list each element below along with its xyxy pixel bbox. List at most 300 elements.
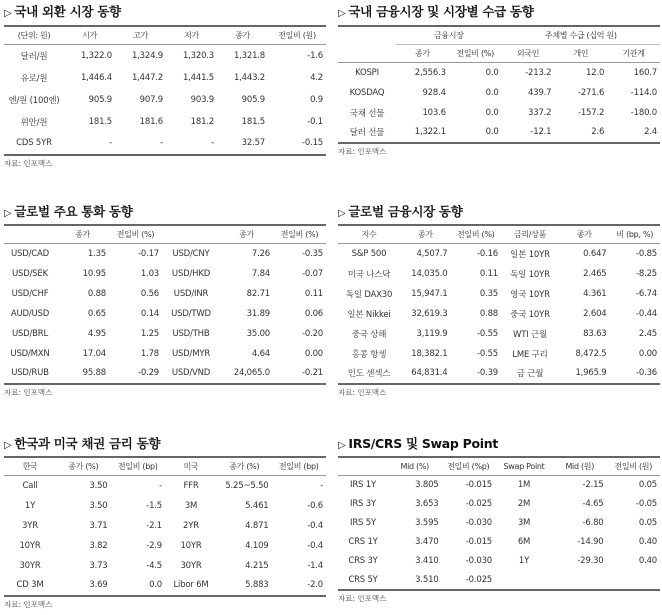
table-row [338,571,660,590]
table-row [4,244,326,264]
table-cell: -2.15 [582,480,604,491]
table-cell: 0.40 [638,556,657,566]
table-cell: 0.11 [304,288,323,299]
table-row [338,63,660,83]
table-row [4,344,326,364]
col-header: 전일비 (%) [449,45,502,63]
col-header: 종가 [396,45,449,63]
table-cell: -213.2 [525,67,552,78]
table-cell: 439.7 [528,87,552,98]
table-row [338,364,660,384]
row-label: USD/VND [162,364,220,384]
row-label: 1Y [24,500,36,511]
row-label: 미국 나스닥 [347,269,391,280]
source-note: 자료: 인포맥스 [338,387,387,397]
row-label: 일본 Nikkei [347,309,391,320]
table-cell: 95.88 [56,364,109,384]
row-label: CRS 1Y [348,537,378,547]
source-note: 자료: 인포맥스 [338,593,387,603]
col-header: 개인 [554,45,607,63]
row-label: 금 근월 [501,364,559,384]
table-cell: 5.461 [245,500,269,511]
fx-market-panel [4,2,326,170]
row-label: 위안/원 [20,117,48,128]
table-row [338,244,660,264]
table-cell: -0.36 [610,364,661,384]
table-row [4,496,326,516]
irs-crs-table [338,456,660,591]
row-label: IRS 5Y [350,518,376,528]
table-cell: -0.17 [138,248,159,259]
col-header: 전일비 (원) [268,26,326,45]
table-row [4,133,326,155]
table-cell: 12.0 [586,67,605,78]
table-cell: 337.2 [528,107,552,118]
table-cell: -0.35 [302,248,323,259]
table-cell: 907.9 [139,94,163,105]
table-cell: 3.410 [415,556,439,566]
panel-title: ▷ 글로벌 금융시장 동향 [338,202,660,222]
table-cell: -0.025 [465,499,492,509]
table-cell: 2.465 [583,268,607,279]
col-header: 지수 [338,225,400,244]
table-cell: -0.030 [465,556,492,566]
table-cell: 0.647 [583,248,607,259]
col-header: 종가 (%) [56,457,111,476]
table-cell: 1.03 [140,268,159,279]
panel-title: ▷ 국내 외환 시장 동향 [4,2,326,22]
table-row [4,67,326,89]
global-currency-panel [4,202,326,399]
fx-market-table [4,25,326,156]
col-header: 전일비 (%) [109,225,162,244]
row-label: 인도 센섹스 [338,364,400,384]
global-financial-table [338,224,660,385]
table-cell: 1.78 [140,348,159,359]
table-cell: 18,382.1 [411,348,448,359]
row-label: 국채 선물 [349,108,385,119]
table-cell: - [159,480,162,491]
table-cell: 0.06 [304,308,323,319]
table-row [338,123,660,143]
table-cell: 14,035.0 [411,268,448,279]
table-cell: 0.0 [111,576,166,596]
table-cell: 0.65 [87,308,106,319]
table-cell: 3.50 [89,480,108,491]
table-cell: 1,320.3 [182,50,214,61]
table-cell: -1.6 [307,50,323,61]
table-row [338,514,660,533]
table-cell: 905.9 [241,94,265,105]
table-cell: 7.84 [251,268,270,279]
global-financial-panel [338,202,660,399]
source-note: 자료: 인포맥스 [4,158,53,168]
row-label: WTI 근월 [512,329,548,340]
table-cell: -2.0 [272,576,327,596]
row-label: KOSPI [355,67,379,78]
table-cell: 5.25~5.50 [225,480,269,491]
table-cell: -4.65 [582,499,604,509]
table-cell: -114.0 [630,87,657,98]
table-cell: - [115,133,166,155]
row-label: 2YR [183,520,199,531]
table-cell: 181.6 [139,116,163,127]
table-row [4,556,326,576]
table-row [338,533,660,552]
table-cell: 3.805 [415,480,439,491]
table-row [338,103,660,123]
row-label: 1Y [518,556,530,566]
col-header: Mid (%) [388,457,442,476]
source-note: 자료: 인포맥스 [4,599,53,609]
row-label: CRS 5Y [338,571,388,590]
col-header: 전일비 (bp) [272,457,327,476]
table-cell: 0.35 [479,288,498,299]
row-label: 6M [517,537,531,547]
table-cell: -0.55 [477,348,498,359]
col-header: 시가 [64,26,115,45]
table-cell: -0.4 [307,540,323,551]
table-row [4,324,326,344]
table-cell: 8,472.5 [575,348,607,359]
table-cell: 2.4 [607,123,660,143]
table-cell: 1,446.4 [80,72,112,83]
table-cell: -0.07 [302,268,323,279]
row-label: USD/BRL [11,328,49,339]
table-cell: -14.90 [577,537,604,547]
table-cell: 10.95 [82,268,106,279]
table-cell: 3.50 [89,500,108,511]
panel-title: ▷ 글로벌 주요 통화 동향 [4,202,326,222]
table-cell: -2.9 [146,540,162,551]
table-cell: 181.5 [241,116,265,127]
table-cell: 0.9 [310,94,323,105]
table-cell: 0.88 [479,308,498,319]
table-cell: 4.361 [583,288,607,299]
col-header: 전일비 (%) [273,225,326,244]
table-cell: 17.04 [82,348,106,359]
col-header: 기관계 [607,45,660,63]
table-row [4,89,326,111]
table-cell [553,571,607,590]
table-cell: 0.05 [638,480,657,491]
table-row [4,476,326,496]
row-label: 10YR [180,540,202,551]
table-cell: 1,322.0 [80,50,112,61]
table-cell: 35.00 [246,328,270,339]
col-header: 전일비 (원) [607,457,661,476]
table-row [338,344,660,364]
col-header: 종가 [220,225,273,244]
table-cell: 3.71 [89,520,108,531]
table-cell: 5.883 [217,576,272,596]
table-row [338,304,660,324]
row-label: 3M [517,518,531,528]
table-cell: 4.215 [245,560,269,571]
table-cell: -0.030 [465,518,492,528]
row-label: 일본 10YR [510,249,550,260]
triangle-icon: ▷ [4,8,12,19]
col-header: 외국인 [502,45,555,63]
row-label [495,571,553,590]
table-cell: 1.25 [140,328,159,339]
table-cell: 32.57 [217,133,268,155]
table-cell: 31.89 [246,308,270,319]
col-header [338,45,396,63]
col-header: 금리/상품 [501,225,559,244]
row-label: USD/RUB [4,364,56,384]
table-cell: -0.85 [636,248,657,259]
col-header: 전일비 (%p) [442,457,496,476]
table-cell: -271.6 [577,87,605,98]
table-cell: 905.9 [88,94,112,105]
table-cell: 24,065.0 [220,364,273,384]
triangle-icon: ▷ [4,208,12,219]
table-cell: 0.11 [479,268,498,279]
table-cell: -0.21 [273,364,326,384]
row-label: 3M [184,500,198,511]
row-label: 독일 DAX30 [345,289,393,300]
table-row [338,284,660,304]
table-cell: -0.55 [477,328,498,339]
table-cell: 160.7 [633,67,657,78]
row-label: USD/TWD [171,308,211,319]
row-label: FFR [183,480,199,491]
irs-crs-panel [338,434,660,605]
table-cell: -0.4 [307,520,323,531]
table-cell: 3.82 [89,540,108,551]
table-row [4,111,326,133]
row-label: 엔/원 (100엔) [8,95,60,106]
row-label: IRS 1Y [350,480,376,491]
table-row [4,264,326,284]
table-cell: -180.0 [630,107,657,118]
table-cell: -0.15 [268,133,326,155]
table-cell: -0.16 [477,248,498,259]
table-cell: 0.0 [449,123,502,143]
row-label: CDS 5YR [4,133,64,155]
table-cell: 103.6 [422,107,446,118]
col-header: Mid (원) [553,457,607,476]
row-label: 홍콩 항셍 [351,349,387,360]
table-cell: 4.871 [245,520,269,531]
table-cell: 2.6 [554,123,607,143]
col-header: 종가 [400,225,451,244]
table-cell: -0.1 [307,116,323,127]
table-cell: -0.025 [442,571,496,590]
row-label: Call [22,480,38,491]
group-header: 금융시장 [396,26,502,45]
col-header [338,457,388,476]
table-cell: -157.2 [577,107,605,118]
table-cell: 0.88 [87,288,106,299]
row-label: USD/INR [173,288,209,299]
row-label: 달러/원 [20,51,48,62]
table-cell: 1,324.9 [131,50,163,61]
row-label: 달러 선물 [338,123,396,143]
table-cell: 2.604 [583,308,607,319]
row-label: USD/THB [172,328,210,339]
row-label: USD/SEK [12,268,48,279]
table-cell: 0.0 [485,67,499,78]
panel-title: ▷ 국내 금융시장 및 시장별 수급 동향 [338,2,660,22]
table-row [338,476,660,495]
table-cell: 15,947.1 [411,288,448,299]
table-cell: -6.74 [636,288,657,299]
col-header [4,225,56,244]
bond-rate-panel [4,434,326,611]
row-label: USD/CAD [11,248,49,259]
table-cell: 181.2 [190,116,214,127]
col-header [162,225,220,244]
group-header: 주체별 수급 (십억 원) [502,26,660,45]
domestic-financial-table [338,25,660,144]
triangle-icon: ▷ [338,208,346,219]
table-cell: 3.69 [56,576,111,596]
row-label: 독일 10YR [510,269,550,280]
row-label: 영국 10YR [510,289,550,300]
row-label: 3YR [22,520,38,531]
col-header: 종가 [559,225,610,244]
table-cell: -0.29 [109,364,162,384]
row-label: KOSDAQ [349,87,385,98]
row-label: AUD/USD [10,308,50,319]
table-cell: -4.5 [146,560,162,571]
table-row [338,495,660,514]
row-label: USD/MYR [171,348,211,359]
col-header: 저가 [166,26,217,45]
col-header: 전일비 (%) [451,225,502,244]
col-header: 전일비 (bp) [111,457,166,476]
table-cell: 1,321.8 [233,50,265,61]
table-cell: -29.30 [577,556,604,566]
table-cell: 1,322.1 [396,123,449,143]
panel-title: ▷ 한국과 미국 채권 금리 동향 [4,434,326,454]
table-row [4,45,326,67]
table-cell: 3.653 [415,499,439,509]
table-cell: 4.2 [310,72,323,83]
row-label: S&P 500 [351,248,387,259]
table-cell: 1,447.2 [131,72,163,83]
col-header: 고가 [115,26,166,45]
table-cell: 0.00 [304,348,323,359]
row-label: 10YR [19,540,41,551]
row-label: 2M [517,499,531,509]
table-cell: 2.45 [638,328,657,339]
global-currency-table [4,224,326,385]
table-cell: -1.4 [307,560,323,571]
table-cell: -1.5 [146,500,162,511]
table-cell: -0.39 [451,364,502,384]
table-cell: -0.20 [302,328,323,339]
table-cell: 4.95 [87,328,106,339]
table-row [4,536,326,556]
col-header: 종가 (%) [217,457,272,476]
col-header: 미국 [165,457,217,476]
table-cell: 0.56 [140,288,159,299]
table-cell [607,571,661,590]
table-cell: 4.64 [251,348,270,359]
col-header: 한국 [4,457,56,476]
table-cell: 3.470 [415,537,439,547]
table-cell: -2.1 [146,520,162,531]
table-row [4,304,326,324]
table-cell: - [320,480,323,491]
table-row [338,324,660,344]
table-row [4,576,326,596]
table-cell: 181.5 [88,116,112,127]
table-cell: 1,443.2 [233,72,265,83]
row-label: 30YR [180,560,202,571]
table-cell: 1,441.5 [182,72,214,83]
table-cell: -6.80 [582,518,604,528]
table-cell: 3.595 [415,518,439,528]
row-label: LME 구리 [512,349,548,360]
row-label: USD/CHF [11,288,49,299]
source-note: 자료: 인포맥스 [338,146,387,156]
col-header: 종가 [56,225,109,244]
triangle-icon: ▷ [338,8,346,19]
table-cell: 0.00 [638,348,657,359]
table-row [338,264,660,284]
row-label: CRS 3Y [348,556,378,566]
table-row [4,516,326,536]
table-row [4,364,326,384]
row-label: 중국 상해 [351,329,387,340]
table-cell: -0.05 [636,499,657,509]
table-cell: 0.05 [638,518,657,528]
row-label: 중국 10YR [510,309,550,320]
table-row [338,83,660,103]
table-cell: 0.14 [140,308,159,319]
triangle-icon: ▷ [4,440,12,451]
row-label: 30YR [19,560,41,571]
col-header: Swap Point [495,457,553,476]
row-label: USD/HKD [171,268,211,279]
table-cell: - [166,133,217,155]
row-label: USD/MXN [10,348,50,359]
col-header: 비 (bp, %) [610,225,661,244]
table-cell: 32,619.3 [411,308,448,319]
table-cell: 4,507.7 [416,248,448,259]
table-cell: 3.73 [89,560,108,571]
table-cell: 83.63 [583,328,607,339]
panel-title: ▷ IRS/CRS 및 Swap Point [338,434,660,454]
table-cell: 1.35 [87,248,106,259]
table-cell: -0.44 [636,308,657,319]
table-row [338,552,660,571]
source-note: 자료: 인포맥스 [4,387,53,397]
bond-rate-table [4,456,326,597]
table-cell: 82.71 [246,288,270,299]
table-cell: 0.0 [485,107,499,118]
col-header: 종가 [217,26,268,45]
domestic-financial-panel [338,2,660,158]
table-cell: 928.4 [422,87,446,98]
table-row [4,284,326,304]
table-cell: -0.015 [465,480,492,491]
table-cell: - [64,133,115,155]
table-cell: 3.510 [388,571,442,590]
row-label: USD/CNY [172,248,210,259]
table-cell: 2,556.3 [414,67,446,78]
row-label: 유로/원 [20,73,48,84]
row-label: IRS 3Y [350,499,376,509]
table-cell: 7.26 [251,248,270,259]
table-cell: -12.1 [502,123,555,143]
table-cell: 0.0 [485,87,499,98]
row-label: Libor 6M [165,576,217,596]
